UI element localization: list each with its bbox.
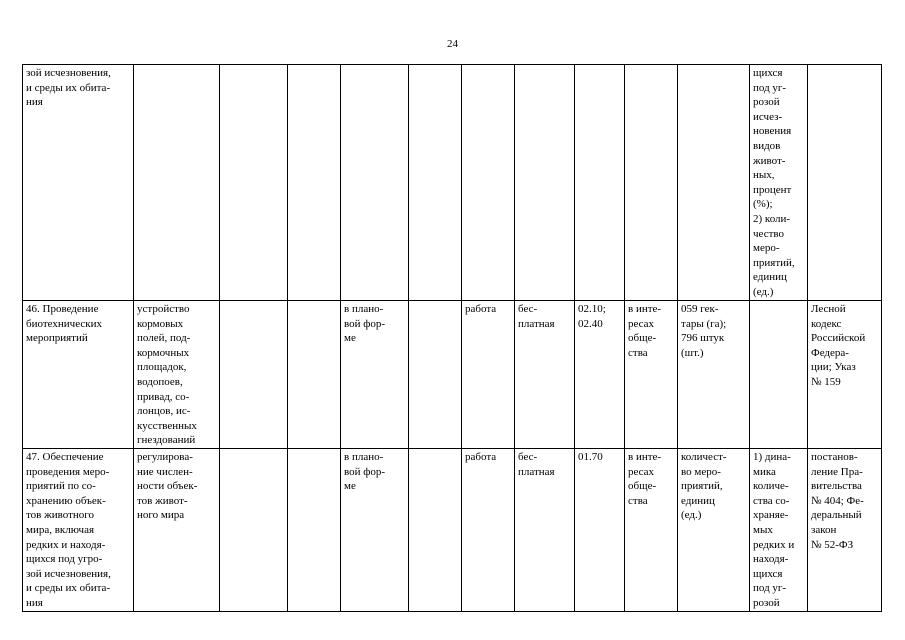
table-cell: 1) дина- мика количе- ства со- храняе- мых редких и находя- щихся под уг- розой — [750, 448, 808, 611]
table-cell: в инте- ресах обще- ства — [625, 448, 678, 611]
table-cell: 02.10; 02.40 — [575, 301, 625, 449]
table-row — [23, 65, 882, 301]
table-cell: 059 гек- тары (га); 796 штук (шт.) — [678, 301, 750, 449]
table-cell: зой исчезновения, и среды их обита- ния — [23, 65, 134, 301]
table-row — [23, 301, 882, 449]
table-cell: 47. Обеспечение проведения меро- приятий по со- хранению объек- тов животного мира, включая редких и находя- щихся под угро- зой исчезновения, и среды их обита- ния — [23, 448, 134, 611]
service-register-table — [22, 64, 882, 612]
table-cell: щихся под уг- розой исчез- новения видов живот- ных, процент (%); 2) коли- чество меро- приятий, единиц (ед.) — [750, 65, 808, 301]
table-cell — [625, 65, 678, 301]
table-cell: регулирова- ние числен- ности объек- тов живот- ного мира — [134, 448, 220, 611]
table-cell — [220, 301, 288, 449]
table-cell — [808, 65, 882, 301]
table-cell — [575, 65, 625, 301]
table-cell — [409, 301, 462, 449]
table-cell — [409, 448, 462, 611]
table-cell — [220, 65, 288, 301]
table-cell — [462, 65, 515, 301]
table-cell — [288, 448, 341, 611]
table-row — [23, 448, 882, 611]
table-cell: количест- во меро- приятий, единиц (ед.) — [678, 448, 750, 611]
table-cell: работа — [462, 448, 515, 611]
table-cell: работа — [462, 301, 515, 449]
table-cell — [220, 448, 288, 611]
table-cell — [341, 65, 409, 301]
table-cell — [515, 65, 575, 301]
table-cell — [750, 301, 808, 449]
table-cell: бес- платная — [515, 301, 575, 449]
table-cell — [409, 65, 462, 301]
table-cell: в инте- ресах обще- ства — [625, 301, 678, 449]
table-cell — [288, 301, 341, 449]
table-cell: Лесной кодекс Российской Федера- ции; Указ № 159 — [808, 301, 882, 449]
table-cell: устройство кормовых полей, под- кормочных площадок, водопоев, привад, со- лонцов, ис- кусственных гнездований — [134, 301, 220, 449]
table-cell: 46. Проведение биотехнических мероприятий — [23, 301, 134, 449]
table-cell: 01.70 — [575, 448, 625, 611]
table-cell — [134, 65, 220, 301]
table-cell: бес- платная — [515, 448, 575, 611]
table-cell: в плано- вой фор- ме — [341, 301, 409, 449]
table-cell: постанов- ление Пра- вительства № 404; Фе- деральный закон № 52-ФЗ — [808, 448, 882, 611]
page-number: 24 — [447, 38, 458, 50]
table-cell — [678, 65, 750, 301]
table-cell — [288, 65, 341, 301]
table-cell: в плано- вой фор- ме — [341, 448, 409, 611]
